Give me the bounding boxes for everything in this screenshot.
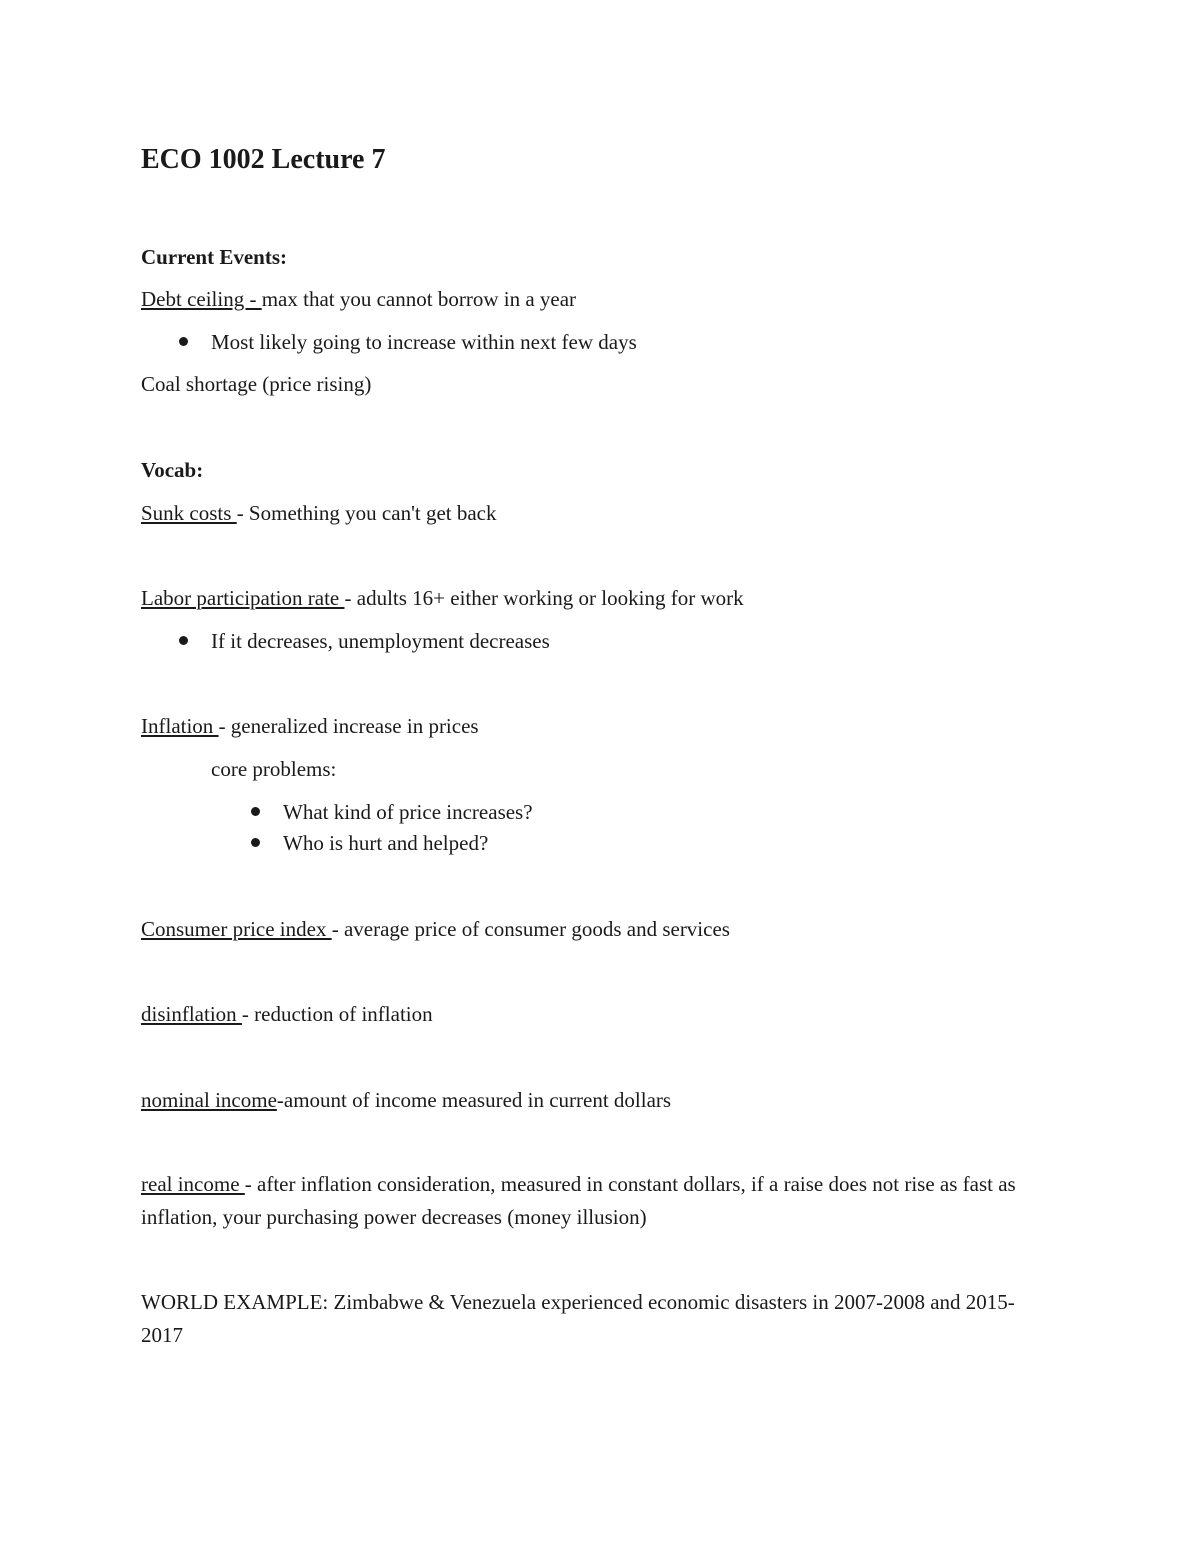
current-events-heading: Current Events: [141, 245, 288, 269]
debt-ceiling-definition: max that you cannot borrow in a year [261, 287, 577, 311]
labor-participation-bullet: If it decreases, unemployment decreases [211, 629, 550, 653]
bullet-dot-icon [179, 636, 188, 645]
labor-participation-definition: - adults 16+ either working or looking for work [344, 586, 744, 610]
real-income-term: real income [141, 1172, 245, 1196]
bullet-dot-icon [251, 838, 260, 847]
inflation-term: Inflation [141, 714, 219, 738]
debt-ceiling-term: Debt ceiling - [141, 287, 262, 311]
nominal-income-definition: -amount of income measured in current dollars [276, 1088, 672, 1112]
nominal-income-entry [141, 1086, 671, 1114]
world-example-paragraph: WORLD EXAMPLE: Zimbabwe & Venezuela experienced economic disasters in 2007-2008 and 2015-2017 [141, 1290, 1015, 1347]
sunk-costs-entry [141, 499, 497, 527]
coal-shortage-entry: Coal shortage (price rising) [141, 372, 372, 396]
core-problems-bullet-1: What kind of price increases? [283, 800, 533, 824]
bullet-dot-icon [179, 337, 188, 346]
inflation-entry [141, 712, 479, 740]
sunk-costs-term: Sunk costs [141, 501, 237, 525]
labor-participation-term: Labor participation rate [141, 586, 345, 610]
real-income-definition: - after inflation consideration, measured in constant dollars, if a raise does not rise as fast as inflation, your purchasing power decreases (money illusion) [141, 1172, 1016, 1229]
disinflation-term: disinflation [141, 1002, 242, 1026]
vocab-heading: Vocab: [141, 458, 204, 482]
sunk-costs-definition: - Something you can't get back [236, 501, 497, 525]
core-problems-bullet-2: Who is hurt and helped? [283, 831, 489, 855]
cpi-entry [141, 915, 730, 943]
cpi-definition: - average price of consumer goods and services [331, 917, 730, 941]
disinflation-entry [141, 1000, 433, 1028]
bullet-dot-icon [251, 807, 260, 816]
debt-ceiling-entry [141, 285, 576, 313]
core-problems-label: core problems: [211, 757, 337, 781]
inflation-definition: - generalized increase in prices [218, 714, 479, 738]
debt-ceiling-bullet: Most likely going to increase within next few days [211, 330, 637, 354]
disinflation-definition: - reduction of inflation [241, 1002, 433, 1026]
labor-participation-entry [141, 584, 744, 612]
cpi-term: Consumer price index [141, 917, 332, 941]
document-title: ECO 1002 Lecture 7 [141, 144, 386, 175]
nominal-income-term: nominal income [141, 1088, 277, 1112]
real-income-entry [141, 1168, 1071, 1234]
